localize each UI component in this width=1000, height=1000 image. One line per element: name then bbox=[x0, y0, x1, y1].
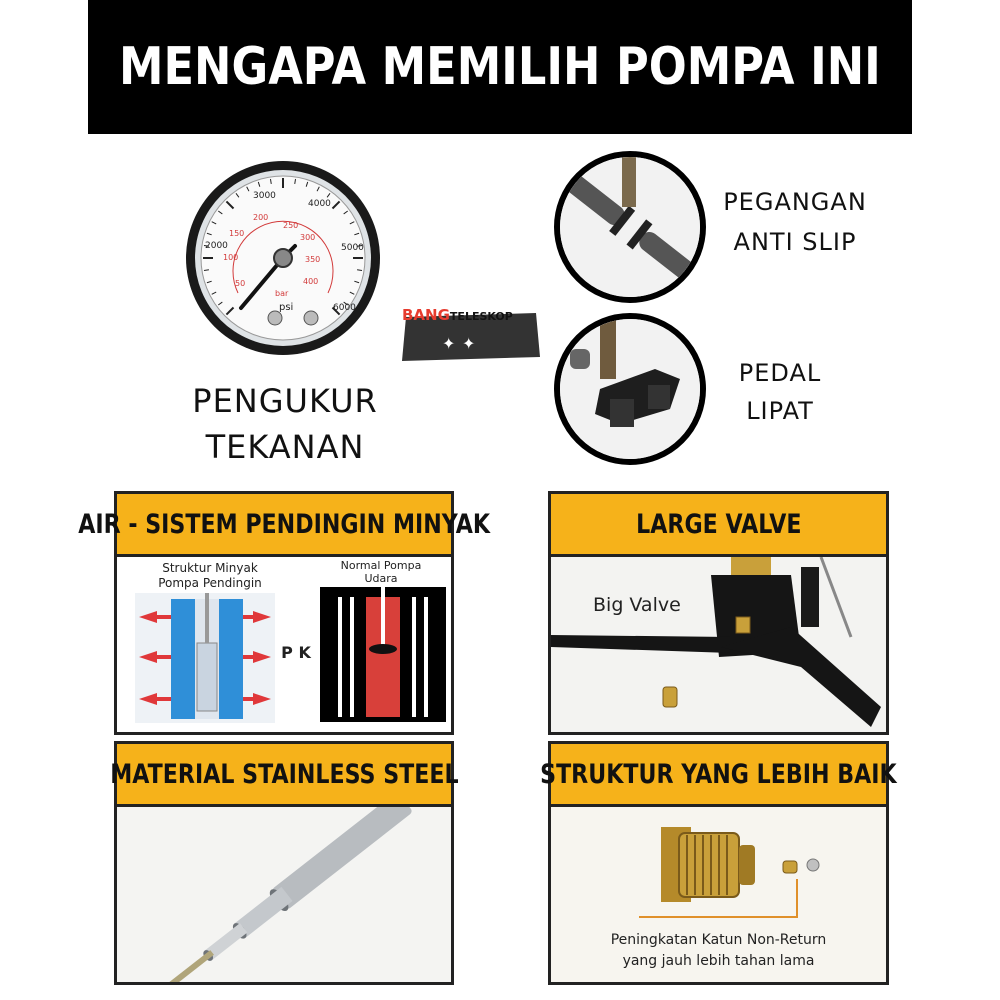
big-valve-label: Big Valve bbox=[593, 594, 681, 616]
psi-tick-label: 6000 bbox=[333, 303, 356, 313]
bar-tick-label: 400 bbox=[303, 277, 319, 286]
bar-tick-label: 150 bbox=[229, 229, 245, 238]
handle-image bbox=[554, 151, 706, 303]
pressure-gauge bbox=[183, 158, 383, 358]
gauge-caption-line1: PENGUKUR bbox=[192, 382, 378, 420]
bar-tick-label: 50 bbox=[235, 279, 246, 288]
handle-caption bbox=[700, 182, 890, 262]
structure-caption bbox=[551, 930, 886, 972]
panel-valve-body bbox=[551, 557, 886, 732]
bar-tick-label: 100 bbox=[223, 253, 239, 262]
bar-tick-label: 300 bbox=[300, 233, 316, 242]
panel-steel bbox=[109, 741, 459, 985]
normal-pump-diagram bbox=[320, 587, 446, 722]
panel-structure-title: STRUKTUR YANG LEBIH BAIK bbox=[540, 758, 897, 790]
psi-tick-label: 5000 bbox=[341, 243, 364, 253]
structure-caption-line1: Peningkatan Katun Non-Return bbox=[610, 932, 827, 948]
steel-tubes-photo bbox=[117, 807, 451, 982]
svg-text:✦: ✦ bbox=[462, 334, 476, 353]
psi-tick-label: 2000 bbox=[205, 241, 228, 251]
handle-caption-line2: ANTI SLIP bbox=[733, 228, 857, 256]
pedal-caption-line2: LIPAT bbox=[746, 397, 814, 425]
pedal-caption bbox=[710, 354, 850, 430]
cooling-right-caption-line1: Normal Pompa bbox=[340, 559, 422, 572]
psi-tick-label: 4000 bbox=[308, 199, 331, 209]
valve-photo bbox=[551, 557, 886, 732]
cooling-right-caption bbox=[317, 559, 445, 585]
panel-valve-title: LARGE VALVE bbox=[635, 508, 802, 540]
handle-caption-line1: PEGANGAN bbox=[723, 188, 867, 216]
cooling-left-caption-line1: Struktur Minyak bbox=[162, 561, 258, 575]
cooling-left-caption-line2: Pompa Pendingin bbox=[158, 576, 262, 590]
panel-steel-body bbox=[117, 807, 451, 982]
unit-bar: bar bbox=[275, 289, 289, 298]
cooling-right-caption-line2: Udara bbox=[364, 572, 398, 585]
panel-valve-header bbox=[551, 494, 886, 557]
panel-cooling-body bbox=[117, 557, 451, 732]
cooling-diagram bbox=[135, 593, 275, 723]
panel-structure-header bbox=[540, 744, 897, 807]
pedal-image bbox=[554, 313, 706, 465]
gauge-caption bbox=[160, 378, 410, 470]
pedal-caption-line1: PEDAL bbox=[738, 359, 822, 387]
panel-cooling-header bbox=[78, 494, 490, 557]
panel-valve bbox=[548, 491, 889, 735]
panel-cooling bbox=[78, 491, 490, 735]
bar-tick-label: 200 bbox=[253, 213, 269, 222]
logo-part1: BANG bbox=[402, 306, 450, 324]
bar-tick-label: 350 bbox=[305, 255, 321, 264]
panel-steel-title: MATERIAL STAINLESS STEEL bbox=[109, 758, 459, 790]
psi-tick-label: 3000 bbox=[253, 191, 276, 201]
structure-caption-line2: yang jauh lebih tahan lama bbox=[622, 953, 815, 969]
svg-text:✦: ✦ bbox=[442, 334, 456, 353]
panel-structure bbox=[540, 741, 897, 985]
panel-steel-header bbox=[109, 744, 459, 807]
cooling-vs-text: P K bbox=[281, 643, 311, 662]
title-banner bbox=[88, 0, 912, 134]
bar-tick-label: 250 bbox=[283, 221, 299, 230]
cooling-left-caption bbox=[135, 561, 285, 591]
unit-psi: psi bbox=[279, 302, 294, 313]
panel-cooling-title: AIR - SISTEM PENDINGIN MINYAK bbox=[78, 508, 490, 540]
gauge-caption-line2: TEKANAN bbox=[205, 428, 365, 466]
brand-logo bbox=[402, 305, 540, 363]
page-title: MENGAPA MEMILIH POMPA INI bbox=[119, 37, 881, 97]
logo-part2: TELESKOP bbox=[449, 310, 513, 323]
panel-structure-body bbox=[551, 807, 886, 982]
